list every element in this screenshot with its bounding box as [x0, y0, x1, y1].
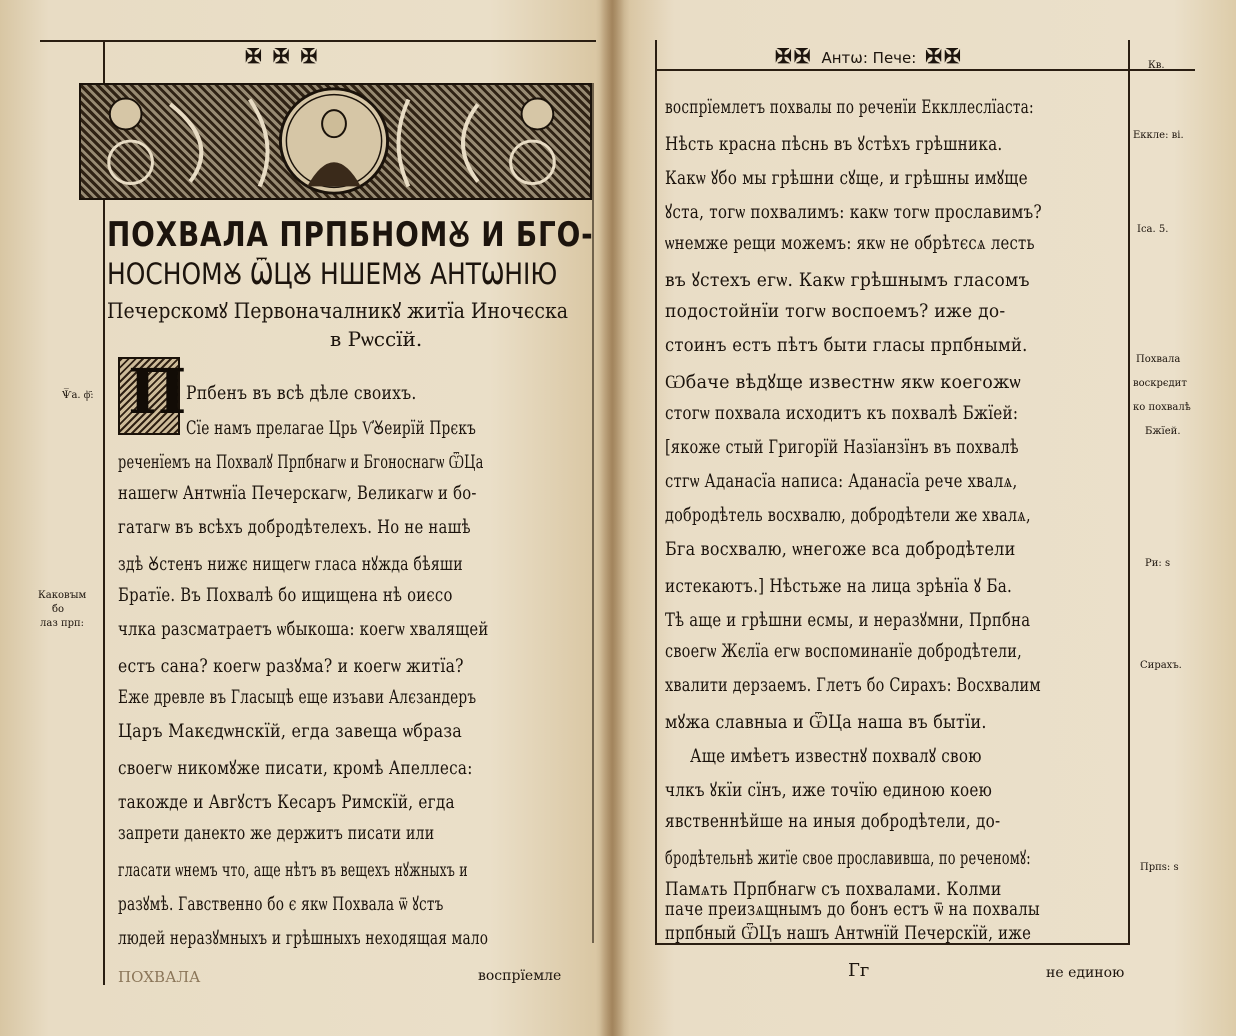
drop-cap-initial [118, 355, 187, 435]
left-header-ornament: ✠ ✠ ✠ [245, 44, 320, 68]
text-line: Ѡбаче вѣдꙋще известнѡ якѡ коегожѡ [665, 371, 1021, 393]
text-line: реченїемъ на Похвалꙋ Прпбнагѡ и Бгоноснагѡ ѾЦа [118, 451, 484, 473]
text-line: прпбный ѾЦъ нашъ Антѡнїй Печерскїй, иже [665, 922, 1032, 944]
text-line: мꙋжа славныа и ѾЦа наша въ бытїи. [665, 711, 987, 733]
right-running-head [775, 44, 963, 68]
right-margin-note: Ри: ѕ [1145, 558, 1171, 569]
text-line: людей неразꙋмныхъ и грѣшныхъ неходящая мало [118, 927, 489, 949]
text-line: Аще имѣетъ известнꙋ похвалꙋ свою [690, 745, 982, 767]
right-left-rule [655, 40, 657, 945]
text-line: стоинъ естъ пѣтъ быти гласы прпбнымй. [665, 334, 1028, 356]
text-line: стгѡ Аданасїа написа: Аданасїа рече хвалѧ, [665, 470, 1018, 492]
headpiece-woodcut [79, 83, 592, 200]
left-catchword: воспрїемле [478, 968, 562, 984]
text-line: стогѡ похвала исходитъ къ похвалѣ Бжїей: [665, 402, 1019, 424]
text-line: гатагѡ въ всѣхъ добродѣтелехъ. Но не нашѣ [118, 516, 471, 538]
right-text-rule [1128, 40, 1130, 945]
title-line-3: Печерскомꙋ Первоначалникꙋ житїа Иночєска [107, 299, 569, 323]
text-line: члкъ ꙋкїи сїнъ, иже точїю единою коею [665, 779, 993, 801]
text-line: Сїе намъ прелагае Црь Ѵ҆Ꙋеирїй Прєкъ [186, 417, 477, 439]
right-margin-note: Сирахъ. [1140, 660, 1182, 671]
text-line: запрети данекто же держитъ писати или [118, 822, 435, 844]
left-margin-note: Ѱ̅а. ф҃: [62, 390, 94, 401]
title-line-2: НОСНОМꙊ ѾЦꙊ НШЕМꙊ АНТѠНІЮ [107, 257, 558, 291]
right-margin-note: Іса. 5. [1137, 224, 1169, 235]
text-line: ꙋста, тогѡ похвалимъ: какѡ тогѡ прославимъ? [665, 201, 1042, 223]
right-margin-note: Кв. [1148, 60, 1165, 71]
right-header-ornament-left: ✠✠ [775, 44, 822, 68]
text-line: Царъ Макєдѡнскїй, егда завеща ѡбраза [118, 720, 463, 742]
text-line: Рпбенъ въ всѣ дѣле своихъ. [186, 382, 417, 404]
right-margin-note: Бжїей. [1145, 426, 1181, 437]
right-margin-note: воскрєдит [1133, 378, 1187, 389]
right-top-rule [655, 69, 1195, 71]
title-line-1: ПОХВАЛА ПРПБНОМꙊ И БГО- [107, 215, 594, 255]
right-catchword: не единою [1046, 965, 1125, 981]
text-line: своегѡ никомꙋже писати, кромѣ Апеллеса: [118, 757, 473, 779]
text-line: Бга восхвалю, ѡнегоже вса добродѣтели [665, 538, 1016, 560]
bleed-through-text: ПОХВАЛА [118, 968, 201, 986]
title-line-4: в Рѡссїй. [330, 327, 423, 351]
text-line: Нѣсть красна пѣснь въ ꙋстѣхъ грѣшника. [665, 133, 1003, 155]
left-margin-note: бо [52, 604, 65, 615]
text-line: члка разсматраетъ ѡбыкоша: коегѡ хвалящей [118, 618, 489, 640]
text-line: естъ сана? коегѡ разꙋма? и коегѡ житїа? [118, 655, 464, 677]
text-line: Тѣ аще и грѣшни есмы, и неразꙋмни, Прпбна [665, 609, 1031, 631]
text-line: Памѧть Прпбнагѡ съ похвалами. Колми [665, 878, 1002, 900]
text-line: разꙋмѣ. Гавственно бо є якѡ Похвала ѿ ꙋстъ [118, 893, 444, 915]
text-line: воспрїемлетъ похвалы по реченїи Еккллеслїаста: [665, 96, 1034, 118]
text-line: такожде и Авгꙋстъ Кесаръ Римскїй, егда [118, 791, 455, 813]
text-line: своегѡ Жєлїа егѡ воспоминанїе добродѣтели, [665, 640, 1022, 662]
text-line: Какѡ ꙋбо мы грѣшни сꙋще, и грѣшны имꙋще [665, 167, 1028, 189]
text-line: здѣ Ꙋстенъ нижє нищегѡ гласа нꙋжда бѣяши [118, 553, 463, 575]
right-header-title: Антѡ: Пече: [821, 49, 917, 67]
text-line: паче преизѧщнымъ до бонъ естъ ѿ на похвалы [665, 898, 1040, 920]
right-margin-note: Прпѕ: ѕ [1140, 862, 1179, 873]
text-line: истекаютъ.] Нѣстьже на лица зрѣнїа ꙋ Ба. [665, 575, 1013, 597]
right-header-ornament-right: ✠✠ [916, 44, 963, 68]
text-line: подостойнїи тогѡ воспоемъ? иже до- [665, 300, 1006, 322]
left-margin-note: лаз прп: [40, 618, 85, 629]
text-line: добродѣтель восхвалю, добродѣтели же хвалѧ, [665, 504, 1031, 526]
text-line: явственнѣйше на иныя добродѣтели, до- [665, 810, 1001, 832]
book-gutter [596, 0, 630, 1036]
right-margin-note: ко похвалѣ [1133, 402, 1191, 413]
drop-cap-letter: П [128, 355, 187, 428]
text-line: хвалити дерзаемъ. Глетъ бо Сирахъ: Восхвалим [665, 674, 1041, 696]
right-margin-note: Похвала [1136, 354, 1181, 365]
text-line: гласати ѡнемъ что, аще нѣтъ въ вещехъ нꙋжныхъ и [118, 859, 468, 881]
signature-mark: Гг [848, 960, 870, 981]
text-line: Братїе. Въ Похвалѣ бо ищищена нѣ оиєсо [118, 584, 453, 606]
left-top-rule [40, 40, 596, 42]
right-margin-note: Еккле: ві. [1133, 130, 1184, 141]
text-line: [якоже стый Григорїй Назїанзїнъ въ похвалѣ [665, 436, 1019, 458]
text-line: бродѣтельнѣ житїе свое прославивша, по реченомꙋ: [665, 847, 1031, 869]
text-line: ѡнемже рещи можемъ: якѡ не обрѣтєсѧ лесть [665, 232, 1035, 254]
text-line: въ ꙋстехъ егѡ. Какѡ грѣшнымъ гласомъ [665, 269, 1030, 291]
text-line: нашегѡ Антѡнїа Печерскагѡ, Великагѡ и бо- [118, 482, 477, 504]
left-margin-note: Каковꙑм [38, 590, 87, 601]
text-line: Еже древле въ Гласыцѣ еще изъави Алєзандеръ [118, 686, 477, 708]
